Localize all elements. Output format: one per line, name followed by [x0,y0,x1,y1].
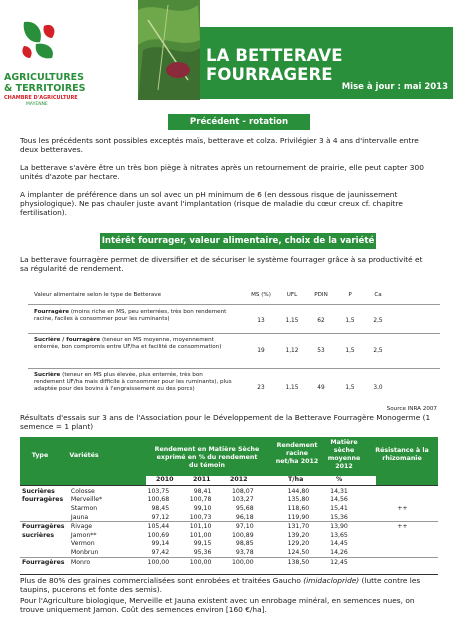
table1-cell: 1,12 [285,348,299,354]
table1-header-ms: MS (%) [251,292,271,298]
trials-cell: 13,90 [330,523,348,531]
section-heading-rotation: Précédent - rotation [168,114,310,130]
trials-row [20,557,438,566]
trials-cell-variety: Monro [70,558,91,566]
table1-cell: 62 [317,318,325,324]
page-title: LA BETTERAVE FOURRAGERE [206,46,343,84]
table1-header-p: P [348,292,352,298]
trials-row [20,522,438,531]
trials-cell: 95,36 [193,548,212,556]
trials-cell-type [20,540,69,549]
trials-cell: 13,65 [330,531,348,539]
trials-row [20,487,438,496]
trials-cell: 135,80 [287,496,310,504]
trials-row [20,548,438,557]
logo-graphic [0,0,140,120]
trials-cell: 124,50 [287,548,310,556]
trials-cell: 98,41 [193,487,212,495]
beet-photo [138,0,200,100]
trials-header-line [20,485,438,486]
trials-table [20,437,438,598]
table1-divider-1 [28,304,440,305]
trials-cell [367,487,438,496]
table1-cell: 13 [257,318,265,324]
rotation-paragraph-3: A implanter de préférence dans un sol avec un pH minimum de 6 (en dessous risque de jaunissement physiologique). Ne pas chauler juste avant l'implantation (risque de maladie du cœur creux cf. chapitre fertilisation). [20,190,403,218]
trials-cell [367,557,438,566]
trials-year-2010: 2010 [156,476,174,483]
rotation-paragraph-1: Tous les précédents sont possibles exceptés maïs, betterave et colza. Privilégier 3 à 4 ans d'intervalle entre deux betteraves. [20,136,419,155]
table1-cell: 1,15 [285,385,299,391]
trials-cell: 101,00 [189,531,212,539]
trials-cell: 98,85 [235,540,254,548]
trials-cell: 139,20 [287,531,310,539]
beet-leaves-image [138,0,200,100]
trials-cell: ++ [397,523,408,531]
logo-name-line2: & TERRITOIRES [4,83,86,94]
table1-cell: 53 [317,348,325,354]
table1-divider-3 [28,368,440,369]
trials-cell [367,548,438,557]
trials-cell: 100,73 [189,513,212,521]
trials-year-2011: 2011 [193,476,211,483]
trials-cell: 118,60 [287,504,310,512]
trials-cell: 93,78 [235,548,254,556]
trials-cell: 99,15 [193,540,212,548]
trials-cell: 138,50 [287,558,310,566]
table1-cell: 1,5 [345,348,355,354]
table1-caption: Valeur alimentaire selon le type de Betterave [34,292,162,298]
trials-data-table [20,487,438,566]
table1-cell: 3,0 [373,385,383,391]
trials-row [20,531,438,540]
trials-cell-variety: Merveille* [70,496,103,504]
trials-cell: 100,00 [231,558,254,566]
trials-cell-variety: Monbrun [70,548,99,556]
trials-rows [20,487,438,566]
trials-cell: 15,36 [330,513,348,521]
trials-cell: 97,10 [235,523,254,531]
trials-cell: 97,12 [151,513,170,521]
table1-cell: 1,5 [345,385,355,391]
table1-cell: 2,5 [373,318,383,324]
trials-unit-tha: T/ha [288,476,304,483]
trials-row [20,513,438,522]
trials-cell-type [20,513,69,522]
trials-header-rhizomanie: Résistance à la rhizomanie [375,447,429,462]
table1-cell: 1,15 [285,318,299,324]
logo-leaf-icon [22,22,54,59]
trials-bottom-line [20,574,438,575]
table1-cell: 23 [257,385,265,391]
trials-cell: 131,70 [287,523,310,531]
logo-name-line1: AGRICULTURES [4,72,85,83]
table1-cell: 1,5 [345,318,355,324]
trials-cell-type: Fourragères [22,558,65,566]
footer-paragraph-2: Pour l'Agriculture biologique, Merveille et Jauna existent avec un enrobage minéral, en semences nues, on trouve uniquement Jamon. Coût des semences environ [160 €/ha]. [20,596,415,615]
table1-header-ca: Ca [374,292,382,298]
interet-paragraph: La betterave fourragère permet de diversifier et de sécuriser le système fourrager grâce à sa productivité et sa régularité de rendement. [20,255,423,274]
table1-header-pdin: PDIN [314,292,328,298]
trials-cell: 14,56 [330,496,348,504]
trials-cell [367,531,438,540]
trials-cell-type: sucrières [22,531,55,539]
trials-cell: 100,68 [147,496,170,504]
trials-cell: 99,10 [193,504,212,512]
table1-row-fourragere-label: Fourragère (moins riche en MS, peu enterrées, très bon rendement racine, faciles à consommer pour les ruminants) [34,309,227,323]
trials-cell: 105,44 [147,523,170,531]
trials-header-rendement: Rendement en Matière Sèche exprimé en % du rendement du témoin [154,446,260,469]
table1-source: Source INRA 2007 [386,406,437,412]
trials-cell-variety: Colosse [70,487,95,495]
trials-cell: 108,07 [231,487,254,495]
trials-header-racine: Rendement racine net/ha 2012 [275,442,319,465]
trials-cell-variety: Rivage [70,523,93,531]
footer-paragraph-1: Plus de 80% des graines commercialisées sont enrobées et traitées Gaucho (imidaclopride) (lutte contre les taupins, pucerons et fonte des semis). [20,576,421,595]
trials-row [20,496,438,505]
table1-cell: 2,5 [373,348,383,354]
trials-cell-variety: Vermon [70,540,95,548]
trials-cell [367,513,438,522]
trials-cell: 100,69 [147,531,170,539]
trials-cell: 129,20 [287,540,310,548]
rotation-paragraph-2: La betterave s'avère être un très bon piège à nitrates après un retournement de prairie, elle peut capter 300 unités d'azote par hectare. [20,163,424,182]
trials-cell: 96,18 [235,513,254,521]
trials-cell-variety: Starmon [70,504,98,512]
trials-cell-type: fourragères [22,496,64,504]
table1-divider-2 [28,333,440,334]
trials-cell: 14,45 [330,540,348,548]
trials-row [20,504,438,513]
trials-cell-type [20,504,69,513]
trials-cell: 119,90 [287,513,310,521]
trials-cell: 100,78 [189,496,212,504]
logo-name-line3: CHAMBRE D'AGRICULTURE [4,95,78,101]
section-heading-interet: Intérêt fourrager, valeur alimentaire, choix de la variété [100,233,376,249]
trials-cell: 100,89 [231,531,254,539]
trials-cell [367,496,438,505]
trials-cell-type [20,548,69,557]
trials-cell: 14,26 [330,548,348,556]
trials-cell: 95,68 [235,504,254,512]
trials-cell-type: Sucrières [22,487,55,495]
trials-cell-type: Fourragères [22,523,65,531]
trials-intro: Résultats d'essais sur 3 ans de l'Association pour le Développement de la Betterave Fourragère Monogerme (1 semence = 1 plant) [20,413,431,432]
trials-subheader [146,476,376,485]
trials-cell: 100,00 [147,558,170,566]
trials-cell: 99,14 [151,540,170,548]
table1-row-sucriere-fourragere-label: Sucrière / fourragère (teneur en MS moyenne, moyennement enterrée, bon compromis entre UF/ha et facilité de consommation) [34,337,222,351]
trials-cell: 101,10 [189,523,212,531]
trials-year-2012: 2012 [230,476,248,483]
trials-cell: 144,80 [287,487,310,495]
trials-cell: 15,41 [330,504,348,512]
trials-cell [367,540,438,549]
logo-name-line4: MAYENNE [26,102,48,107]
table1-header-ufl: UFL [286,292,298,298]
trials-cell: 14,31 [330,487,348,495]
logo [0,0,140,120]
trials-header-type: Type [31,452,49,459]
table1-cell: 19 [257,348,265,354]
trials-cell: ++ [397,504,408,512]
trials-cell: 97,42 [151,548,170,556]
trials-unit-pct: % [336,476,343,483]
trials-row [20,540,438,549]
trials-header-varietes: Variétés [69,452,99,459]
trials-cell: 103,27 [231,496,254,504]
update-date: Mise à jour : mai 2013 [341,82,448,92]
trials-cell: 12,45 [330,558,348,566]
table1-cell: 49 [317,385,325,391]
table1-row-sucriere-label: Sucrière (teneur en MS plus élevée, plus enterrée, très bon rendement UF/ha mais difficile à consommer pour les ruminants), plus adaptée pour des bovins à l'engraissement ou des porcs) [34,372,232,393]
trials-cell-variety: Jamon** [70,531,97,539]
trials-header-ms: Matière sèche moyenne 2012 [327,439,361,470]
trials-cell: 103,75 [147,487,170,495]
trials-cell: 98,45 [151,504,170,512]
trials-cell-variety: Jauna [70,513,89,521]
trials-cell: 100,00 [189,558,212,566]
